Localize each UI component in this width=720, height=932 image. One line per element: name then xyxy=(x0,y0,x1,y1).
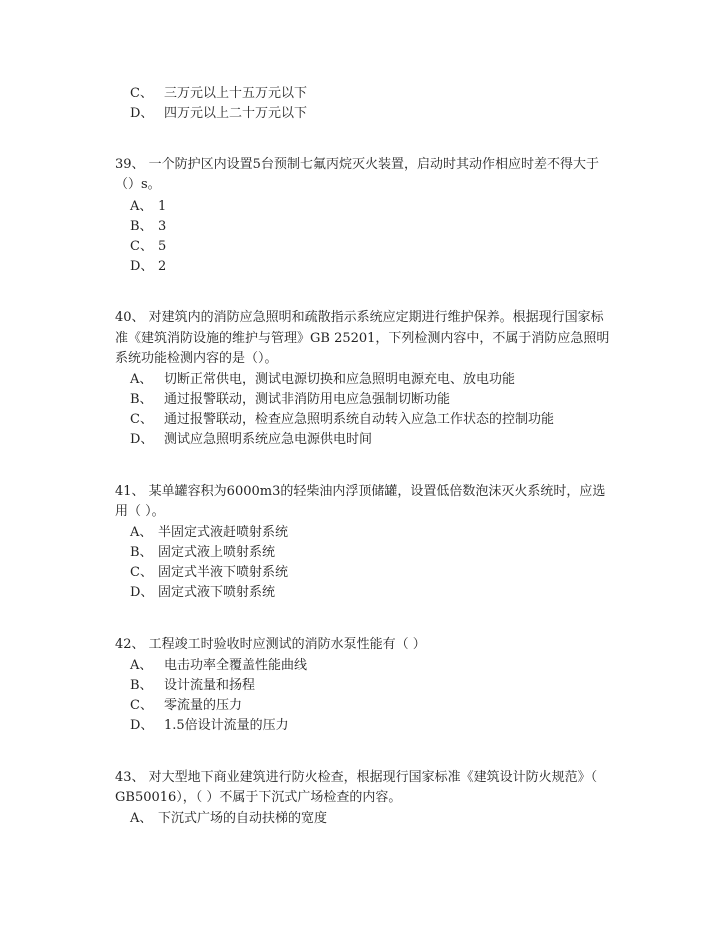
question-40-option-a xyxy=(130,370,515,390)
option-letter: C、 xyxy=(130,698,153,713)
question-41-line-1: 41、 某单罐容积为6000m3的轻柴油内浮顶储罐，设置低倍数泡沫灭火系统时，应选 xyxy=(115,484,606,499)
option-text: 四万元以上二十万元以下 xyxy=(164,106,308,121)
question-41-option-a xyxy=(130,523,288,543)
question-43-option-a xyxy=(130,809,327,829)
option-text: 下沉式广场的自动扶梯的宽度 xyxy=(158,811,328,826)
question-40-line-1: 40、 对建筑内的消防应急照明和疏散指示系统应定期进行维护保养。根据现行国家标 xyxy=(115,310,604,325)
option-text: 切断正常供电，测试电源切换和应急照明电源充电、放电功能 xyxy=(164,372,516,387)
question-40-option-c xyxy=(130,410,554,430)
option-text: 零流量的压力 xyxy=(164,698,243,713)
question-41-line-2: 用（ ）。 xyxy=(115,504,165,519)
option-text: 设计流量和扬程 xyxy=(164,678,256,693)
question-43-line-1: 43、 对大型地下商业建筑进行防火检查，根据现行国家标准《建筑设计防火规范》（ xyxy=(115,770,598,785)
option-text: 5 xyxy=(158,239,167,254)
option-letter: A、 xyxy=(130,525,153,540)
option-text: 固定式液上喷射系统 xyxy=(158,545,276,560)
question-39-option-b xyxy=(130,217,166,237)
question-42-option-c xyxy=(130,696,242,716)
question-42-option-a xyxy=(130,656,307,676)
question-38-option-c xyxy=(130,84,307,104)
option-letter: D、 xyxy=(130,106,154,121)
question-41-option-d xyxy=(130,583,275,603)
question-39-option-a xyxy=(130,197,166,217)
question-40-line-3: 系统功能检测内容的是（）。 xyxy=(115,351,278,366)
option-letter: C、 xyxy=(130,239,153,254)
option-letter: B、 xyxy=(130,219,153,234)
question-41-option-c xyxy=(130,563,288,583)
option-letter: D、 xyxy=(130,585,154,600)
option-text: 固定式半液下喷射系统 xyxy=(158,565,289,580)
option-text: 3 xyxy=(158,219,167,234)
option-letter: D、 xyxy=(130,718,154,733)
option-letter: D、 xyxy=(130,432,154,447)
option-letter: B、 xyxy=(130,392,153,407)
question-42-line-1: 42、 工程竣工时验收时应测试的消防水泵性能有（ ） xyxy=(115,637,426,652)
question-39-line-2: （）s。 xyxy=(115,177,161,192)
option-letter: A、 xyxy=(130,199,153,214)
question-40-option-b xyxy=(130,390,450,410)
question-40-line-2: 准《建筑消防设施的维护与管理》GB 25201，下列检测内容中，不属于消防应急照明 xyxy=(115,331,610,346)
option-text: 电击功率全覆盖性能曲线 xyxy=(164,658,308,673)
option-letter: C、 xyxy=(130,565,153,580)
option-letter: B、 xyxy=(130,545,153,560)
option-text: 半固定式液赶喷射系统 xyxy=(158,525,289,540)
option-text: 固定式液下喷射系统 xyxy=(158,585,276,600)
question-39-option-c xyxy=(130,237,166,257)
question-39-option-d xyxy=(130,257,166,277)
option-text: 1 xyxy=(158,199,167,214)
option-text: 2 xyxy=(158,259,167,274)
option-letter: A、 xyxy=(130,811,153,826)
option-text: 三万元以上十五万元以下 xyxy=(164,86,308,101)
option-letter: A、 xyxy=(130,372,153,387)
option-text: 测试应急照明系统应急电源供电时间 xyxy=(164,432,373,447)
option-text: 1.5倍设计流量的压力 xyxy=(164,718,289,733)
question-38-option-d xyxy=(130,104,307,124)
question-42-option-d xyxy=(130,716,289,736)
option-letter: B、 xyxy=(130,678,153,693)
question-40-option-d xyxy=(130,430,372,450)
option-letter: A、 xyxy=(130,658,153,673)
option-text: 通过报警联动，测试非消防用电应急强制切断功能 xyxy=(164,392,451,407)
question-39-line-1: 39、 一个防护区内设置5台预制七氟丙烷灭火装置，启动时其动作相应时差不得大于 xyxy=(115,157,599,172)
option-letter: C、 xyxy=(130,412,153,427)
option-letter: D、 xyxy=(130,259,154,274)
option-letter: C、 xyxy=(130,86,153,101)
question-42-option-b xyxy=(130,676,255,696)
question-41-option-b xyxy=(130,543,275,563)
option-text: 通过报警联动，检查应急照明系统自动转入应急工作状态的控制功能 xyxy=(164,412,555,427)
question-43-line-2: GB50016），（ ）不属于下沉式广场检查的内容。 xyxy=(115,790,402,805)
